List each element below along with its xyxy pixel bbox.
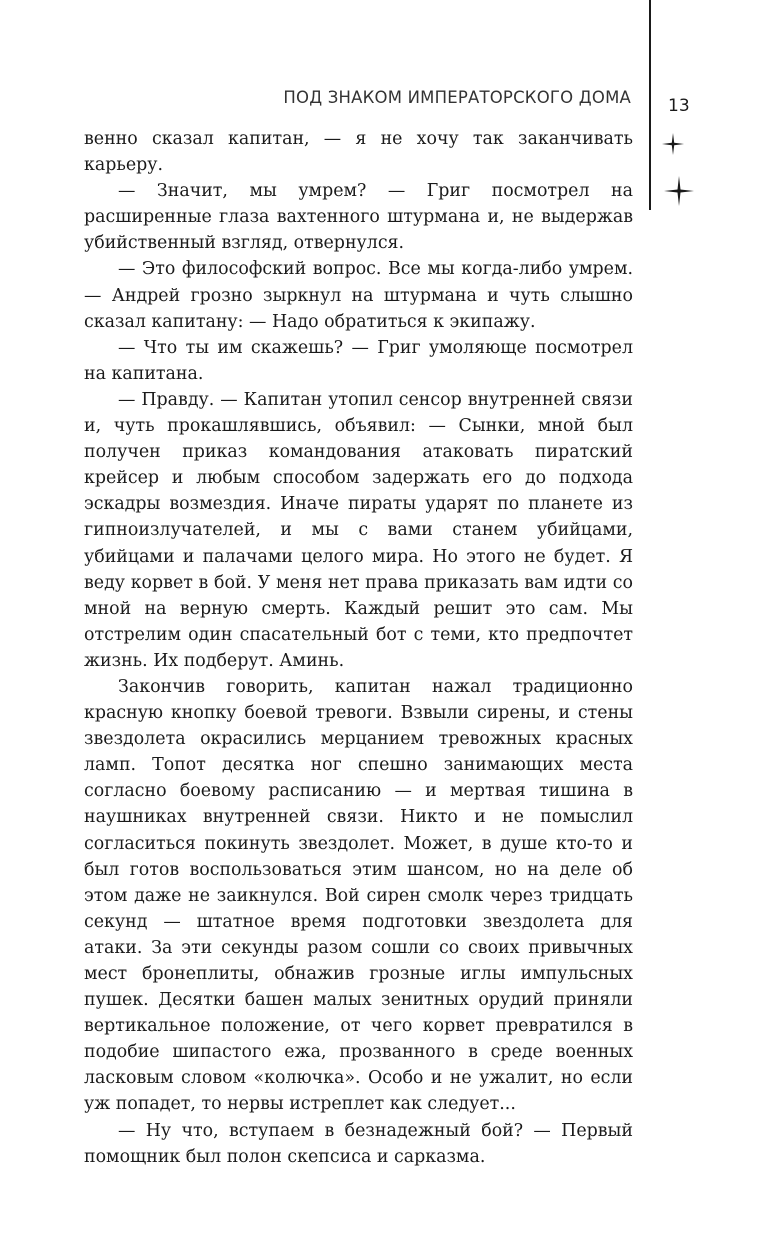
paragraph: — Это философский вопрос. Все мы когда-либо умрем. — Андрей грозно зыркнул на штурмана и чуть слышно сказал капитану: — Надо обратиться к экипажу. (84, 259, 633, 332)
paragraph: — Правду. — Капитан утопил сенсор внутренней связи и, чуть прокашлявшись, объявил: — Сынки, мной был получен приказ командования атаковать пиратский крейсер и любым способом задержать его до подхода эскадры возмездия. Иначе пираты ударят по планете из гипноизлучателей, и мы с вами станем убийцами, убийцами и палачами целого мира. Но этого не будет. Я веду корвет в бой. У меня нет права приказать вам идти со мной на верную смерть. Каждый решит это сам. Мы отстрелим один спасательный бот с теми, кто предпочтет жизнь. Их подберут. Аминь. (84, 389, 633, 671)
margin-rule (649, 0, 651, 210)
four-point-star-icon (664, 176, 694, 206)
four-point-star-icon (662, 133, 684, 155)
paragraph: Закончив говорить, капитан нажал традиционно красную кнопку боевой тревоги. Взвыли сирены, и стены звездолета окрасились мерцанием тревожных красных ламп. Топот десятка ног спешно занимающих места согласно боевому расписанию — и мертвая тишина в наушниках внутренней связи. Никто и не помыслил согласиться покинуть звездолет. Может, в душе кто-то и был готов воспользоваться этим шансом, но на деле об этом даже не заикнулся. Вой сирен смолк через тридцать секунд — штатное время подготовки звездолета для атаки. За эти секунды разом сошли со своих привычных мест бронеплиты, обнажив грозные иглы импульсных пушек. Десятки башен малых зенитных орудий приняли вертикальное положение, от чего корвет превратился в подобие шипастого ежа, прозванного в среде военных ласковым словом «колючка». Особо и не ужалит, но если уж попадет, то нервы истреплет как следует... (84, 676, 633, 1115)
paragraph-continuation: венно сказал капитан, — я не хочу так заканчивать карьеру. (84, 129, 633, 176)
body-text (84, 126, 633, 1170)
page-number: 13 (668, 96, 690, 116)
paragraph: — Что ты им скажешь? — Григ умоляюще посмотрел на капитана. (84, 337, 633, 384)
paragraph: — Значит, мы умрем? — Григ посмотрел на расширенные глаза вахтенного штурмана и, не выдержав убийственный взгляд, отвернулся. (84, 181, 633, 254)
paragraph: — Ну что, вступаем в безнадежный бой? — Первый помощник был полон скепсиса и сарказма. (84, 1120, 633, 1167)
running-title: ПОД ЗНАКОМ ИМПЕРАТОРСКОГО ДОМА (283, 88, 631, 107)
